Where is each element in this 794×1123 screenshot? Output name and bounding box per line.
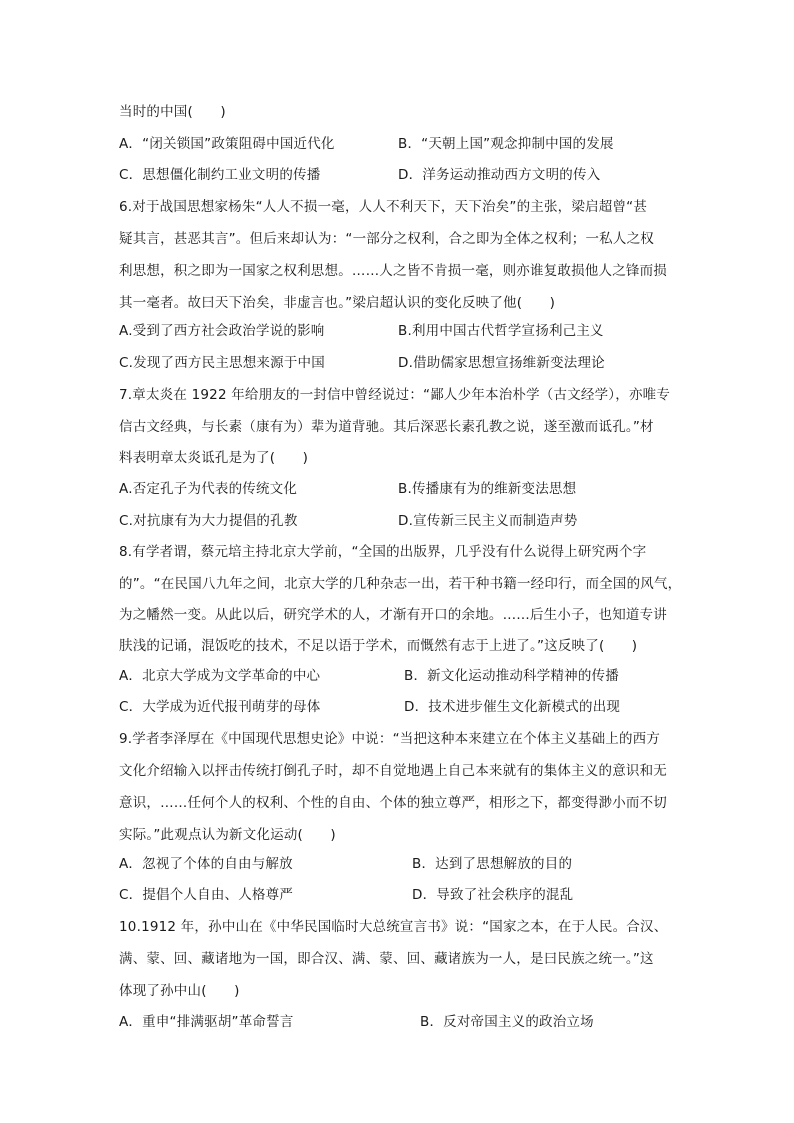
- q9-option-b: B．达到了思想解放的目的: [412, 856, 573, 872]
- q7-stem-line-3: 料表明章太炎诋孔是为了( ): [119, 450, 309, 466]
- q9-stem-line-4: 实际。”此观点认为新文化运动( ): [119, 827, 336, 843]
- q9-option-c: C．提倡个人自由、人格尊严: [119, 887, 294, 903]
- q7-stem-line-2: 信古文经典，与长素（康有为）辈为道背驰。其后深恶长素孔教之说，遂至激而诋孔。”材: [119, 419, 654, 435]
- q7-option-a: A.否定孔子为代表的传统文化: [119, 481, 298, 497]
- q7-option-c: C.对抗康有为大力提倡的孔教: [119, 513, 298, 529]
- q6-stem-line-4: 其一毫者。故曰天下治矣，非虚言也。”梁启超认识的变化反映了他( ): [119, 295, 556, 311]
- q6-option-d: D.借助儒家思想宣扬维新变法理论: [398, 355, 605, 371]
- q5-option-d: D．洋务运动推动西方文明的传入: [398, 167, 601, 183]
- q5-option-c: C．思想僵化制约工业文明的传播: [119, 167, 321, 183]
- q8-stem-line-4: 肤浅的记诵，混饭吃的技术，不足以语于学术，而慨然有志于上进了。”这反映了( ): [119, 638, 638, 654]
- q7-option-b: B.传播康有为的维新变法思想: [398, 481, 577, 497]
- q8-option-d: D．技术进步催生文化新模式的出现: [404, 699, 621, 715]
- q9-stem-line-1: 9.学者李泽厚在《中国现代思想史论》中说：“当把这种本来建立在个体主义基础上的西方: [119, 731, 661, 747]
- q8-stem-line-2: 的”。“在民国八九年之间，北京大学的几种杂志一出，若干种书籍一经印行，而全国的风气，: [119, 576, 682, 592]
- q10-option-a: A．重申“排满驱胡”革命誓言: [119, 1014, 294, 1030]
- q7-stem-line-1: 7.章太炎在 1922 年给朋友的一封信中曾经说过：“鄙人少年本治朴学（古文经学），亦唯专: [119, 387, 671, 403]
- q10-stem-line-3: 体现了孙中山( ): [119, 983, 240, 999]
- q6-stem-line-2: 疑其言，甚恶其言”。但后来却认为：“一部分之权利，合之即为全体之权利；一私人之权: [119, 231, 654, 247]
- q8-stem-line-1: 8.有学者谓，蔡元培主持北京大学前，“全国的出版界，几乎没有什么说得上研究两个字: [119, 544, 647, 560]
- q6-option-c: C.发现了西方民主思想来源于中国: [119, 355, 325, 371]
- q5-stem-tail: 当时的中国( ): [119, 104, 226, 120]
- q7-option-d: D.宣传新三民主义而制造声势: [398, 513, 578, 529]
- q6-stem-line-3: 利思想，积之即为一国家之权利思想。……人之皆不肯损一毫，则亦谁复敢损他人之锋而损: [119, 263, 667, 279]
- q9-option-a: A．忽视了个体的自由与解放: [119, 856, 293, 872]
- q6-option-b: B.利用中国古代哲学宣扬利己主义: [398, 323, 604, 339]
- q10-option-b: B．反对帝国主义的政治立场: [420, 1014, 594, 1030]
- q10-stem-line-1: 10.1912 年，孙中山在《中华民国临时大总统宣言书》说：“国家之本，在于人民。合汉、: [119, 919, 668, 935]
- q8-option-c: C．大学成为近代报刊萌芽的母体: [119, 699, 321, 715]
- q9-stem-line-2: 文化介绍输入以抨击传统打倒孔子时，却不自觉地遇上自己本来就有的集体主义的意识和无: [119, 763, 667, 779]
- q8-stem-line-3: 为之幡然一变。从此以后，研究学术的人，才渐有开口的余地。……后生小子，也知道专讲: [119, 607, 667, 623]
- q6-option-a: A.受到了西方社会政治学说的影响: [119, 323, 325, 339]
- q10-stem-line-2: 满、蒙、回、藏诸地为一国，即合汉、满、蒙、回、藏诸族为一人，是曰民族之统一。”这: [119, 951, 654, 967]
- q9-stem-line-3: 意识，……任何个人的权利、个性的自由、个体的独立尊严，相形之下，都变得渺小而不切: [119, 795, 667, 811]
- q8-option-b: B．新文化运动推动科学精神的传播: [404, 668, 619, 684]
- q5-option-a: A．“闭关锁国”政策阻碍中国近代化: [119, 136, 335, 152]
- q6-stem-line-1: 6.对于战国思想家杨朱“人人不损一毫，人人不利天下，天下治矣”的主张，梁启超曾“甚: [119, 199, 648, 215]
- q9-option-d: D．导致了社会秩序的混乱: [412, 887, 574, 903]
- q5-option-b: B．“天朝上国”观念抑制中国的发展: [398, 136, 614, 152]
- q8-option-a: A．北京大学成为文学革命的中心: [119, 668, 321, 684]
